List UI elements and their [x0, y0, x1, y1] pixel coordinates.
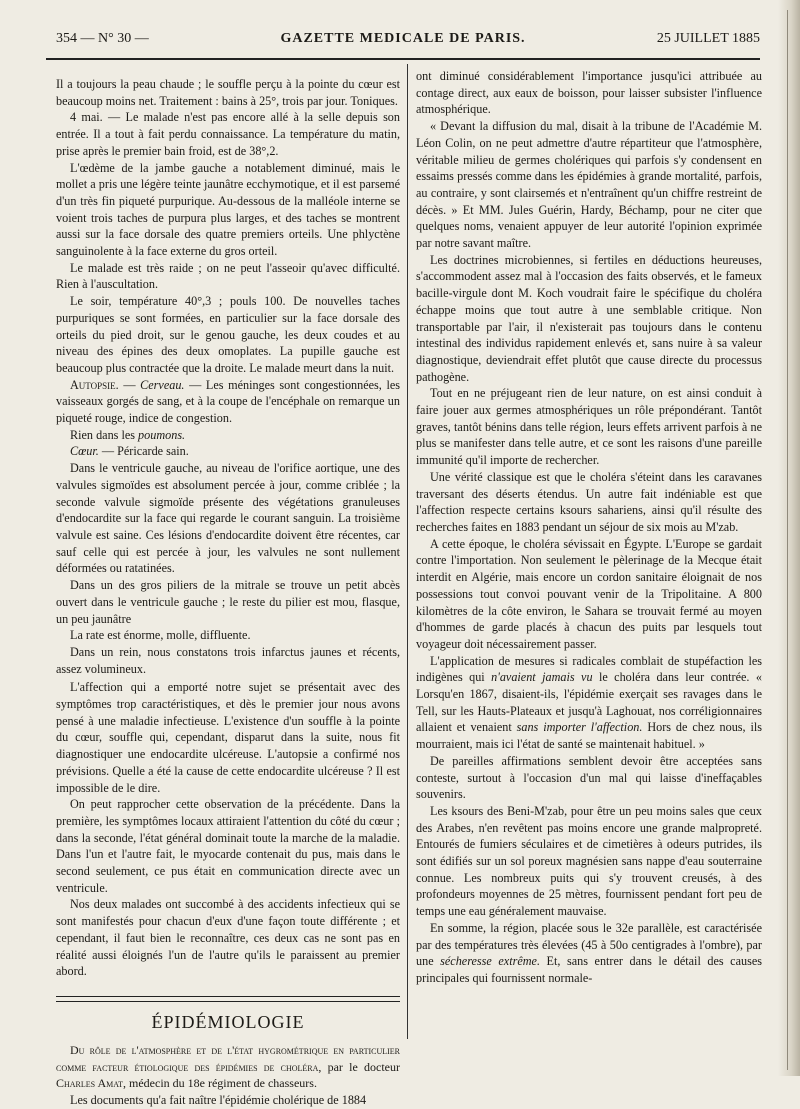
page-edge [778, 0, 800, 1076]
left-column [56, 76, 400, 1109]
paragraph: A cette époque, le choléra sévissait en Égypte. L'Europe se gardait contre l'importation. Non seulement le pèlerinage de la Mecque était interdit en Algérie, mais encore un cordon sanitaire éloignait de nos possessions tout convoi pouvant venir de la Tripolitaine. A 800 kilomètres de la côte environ, le Sahara se trouvait fermé au moyen d'hommes de garde placés à chacun des puits par lesquels tout voyageur doit nécessairement passer. [416, 536, 762, 651]
emphasis-text: sans importer l'affection. [516, 720, 643, 735]
page-edge-line [787, 10, 788, 1070]
subtitle-lead: Du [70, 1042, 85, 1057]
paragraph: La rate est énorme, molle, diffluente. [70, 628, 251, 643]
header-rule [46, 58, 760, 60]
coeur-label: Cœur. [70, 444, 99, 459]
paragraph [56, 443, 400, 460]
paragraph-text: En somme, la région, placée sous le 32e parallèle, est caractérisée par des températures très élevées (45 à 50o centigrades à l'ombre), par une [416, 920, 762, 969]
paragraph [416, 653, 762, 753]
column-rule [407, 64, 408, 1039]
paragraph-text: — Les méninges sont congestionnées, les vaisseaux gorgés de sang, et à la coupe de l'encéphale on remarque un piqueté rouge, indice de congestion. [56, 377, 401, 426]
cerveau-label: Cerveau. [140, 377, 185, 392]
page-header [46, 31, 760, 53]
paragraph: Il a toujours la peau chaude ; le souffle perçu à la pointe du cœur est beaucoup moins net. Traitement : bains à 25°, trois par jour. Toniques. [56, 77, 400, 108]
author-name: Charles Amat [56, 1076, 124, 1091]
paragraph: 4 mai. — Le malade n'est pas encore allé à la selle depuis son entrée. Il a tout à fait perdu connaissance. La température du matin, prise après le premier bain froid, est de 38°,2. [56, 110, 400, 158]
paragraph-text: Hors de chez nous, ils mourraient, mais ici l'état de santé se maintenait habituel. » [416, 720, 763, 752]
paragraph: Dans un des gros piliers de la mitrale se trouve un petit abcès ouvert dans le ventricule gauche ; le reste du pilier est mou, flasque, un peu jaunâtre [56, 578, 400, 626]
paragraph: ont diminué considérablement l'importance jusqu'ici attribuée au contage direct, aux eaux de boisson, pour laisser subsister l'influence atmosphérique. [416, 69, 762, 117]
paragraph-text: Rien dans les [70, 427, 139, 442]
poumons-text: poumons. [138, 427, 186, 442]
paragraph: On peut rapprocher cette observation de la précédente. Dans la première, les symptômes locaux attiraient l'attention du côté du cœur ; dans la seconde, l'état général dominait toute la marche de la maladie. Dans l'un et l'autre fait, le myocarde contenait du pus, mais dans le second seulement, ce pus était en communication directe avec un ventricule. [56, 797, 400, 895]
emphasis-text: n'avaient jamais vu [491, 670, 593, 685]
paragraph: L'œdème de la jambe gauche a notablement diminué, mais le mollet a pris une légère teinte jaunâtre ecchymotique, et il est parsemé d'un très fin piqueté purpurique. Au-dessous de la malléole interne se voient trois taches de purpura plus larges, et des taches se montrent aussi sur la face dorsale des quatre premiers orteils. Une phlyctène sanguinolente à la face externe du gros orteil. [56, 160, 400, 259]
paragraph: Les doctrines microbiennes, si fertiles en déductions heureuses, s'accommodent assez mal à l'occasion des faits observés, et le fameux bacille-virgule dont M. Koch voudrait faire le spécifique du choléra échappe moins que tout autre à une semblable critique. Non transportable par l'air, il n'existerait pas toujours dans le contenu intestinal des individus rapidement enlevés et, sans nuire à sa valeur diagnostique, deviendrait effet plutôt que cause directe du processus pathogène. [416, 252, 762, 384]
autopsie-label: Autopsie. [70, 377, 119, 392]
subtitle-text: rôle de l'atmosphère et de l'état hygrométrique en particulier comme facteur étiologique des épidémies de choléra, [56, 1042, 400, 1074]
journal-title: GAZETTE MEDICALE DE PARIS. [280, 31, 526, 46]
paragraph: Nos deux malades ont succombé à des accidents infectieux qui se sont manifestés pour chacun d'eux d'une façon toute différente ; et cependant, il faut bien le reconnaître, ces deux cas ne sont pas en réalité aussi éloignés l'un de l'autre qu'ils le paraissent au premier abord. [56, 897, 400, 979]
paragraph [416, 920, 762, 987]
paragraph: Le malade est très raide ; on ne peut l'asseoir qu'avec difficulté. Rien à l'auscultation. [56, 260, 400, 292]
paragraph-text: L'application de mesures si radicales comblait de stupéfaction les indigènes qui [416, 653, 762, 685]
paragraph-text: le choléra dans leur contrée. « Lorsqu'en 1867, disaient-ils, l'épidémie exerçait ses ravages dans le Tell, sur les Hauts-Plateaux et jusqu'à Laghouat, nos corréligionnaires allaient et venaient [416, 670, 762, 735]
page-number: 354 — N° 30 — [56, 31, 149, 46]
section-title: ÉPIDÉMIOLOGIE [151, 1011, 305, 1032]
issue-date: 25 JUILLET 1885 [656, 31, 760, 46]
paragraph: Les documents qu'a fait naître l'épidémie cholérique de 1884 [70, 1093, 367, 1108]
subtitle-mid: par le docteur [321, 1059, 400, 1074]
paragraph: « Devant la diffusion du mal, disait à la tribune de l'Académie M. Léon Colin, on ne peut admettre d'autre répartiteur que l'atmosphère, véritable milieu de germes cholériques qui parfois s'y condensent en essaims pressés comme dans les épidémies à grande mortalité, parfois, au contraire, y sont clairsemés et n'entraînent qu'un chiffre restreint de décès. » Et MM. Jules Guérin, Hardy, Béchamp, pour ne citer que quelques noms, venaient appuyer de leur autorité l'opinion exprimée par notre savant maître. [416, 119, 762, 251]
paragraph: Une vérité classique est que le choléra s'éteint dans les caravanes traversant des déserts étendus. Un autre fait indéniable est que l'affection respecte certains ksours sahariens, ainsi qu'il résulte des recherches faites en 1883 pendant un séjour de six mois au M'zab. [416, 469, 762, 534]
section-divider [56, 996, 400, 1002]
paragraph-text: Et, sans entrer dans le détail des causes principales qui fournissent normale- [416, 954, 762, 985]
paragraph-autopsie: Autopsie. — Cerveau. — Les méninges sont congestionnées, les vaisseaux gorgés de sang, et à la coupe de l'encéphale on remarque un piqueté rouge, indice de congestion. [56, 377, 401, 426]
paragraph-text: — Péricarde sain. [98, 444, 189, 459]
article-subtitle [56, 1042, 400, 1092]
subtitle-end: , médecin du 18e régiment de chasseurs. [123, 1076, 317, 1091]
paragraph: Le soir, température 40°,3 ; pouls 100. De nouvelles taches purpuriques se sont formées, en particulier sur la face dorsale des orteils du pied droit, sur le genou gauche, les deux coudes et au niveau des épines des deux omoplates. La pupille gauche est beaucoup plus contractée que la droite. Le malade meurt dans la nuit. [56, 294, 400, 375]
right-column [416, 68, 762, 987]
paragraph: De pareilles affirmations semblent devoir être acceptées sans conteste, surtout à l'occasion d'un mal qui laisse d'ineffaçables souvenirs. [416, 753, 762, 802]
paragraph: Les ksours des Beni-M'zab, pour être un peu moins sales que ceux des Arabes, n'en revêtent pas moins encore une grande malpropreté. Entourés de fumiers séculaires et de cimetières à odeurs putrides, ils sont édifiés sur un sol poreux magnésien sans nappe d'eau souterraine connue. Les nombreux puits qui s'y trouvent creusés, à des profondeurs moyennes de 25 mètres, fournissent pendant fort peu de temps une eau généralement mauvaise. [416, 803, 762, 919]
paragraph: Tout en ne préjugeant rien de leur nature, on est ainsi conduit à faire jouer aux germes atmosphériques un rôle prépondérant. Tantôt graves, tantôt bénins dans telle région, leurs effets arrivent parfois à ne plus se manifester dans telle autre, et ce sont les raisons d'une pareille immunité qu'il importe de rechercher. [416, 386, 762, 468]
paragraph: Dans un rein, nous constatons trois infarctus jaunes et récents, assez volumineux. [56, 644, 400, 676]
paragraph: L'affection qui a emporté notre sujet se présentait avec des symptômes trop caractéristiques, et dès le premier jour nous avons pensé à une maladie infectieuse. L'existence d'un souffle à la pointe du cœur, souffle qui, cependant, disparut dans la suite, nous fit diagnostiquer une endocardite ulcéreuse. L'autopsie a confirmé nos prévisions. Quelle a été la cause de cette endocardite ulcéreuse ? Il est impossible de le dire. [56, 680, 400, 795]
emphasis-text: sécheresse extrême. [440, 954, 540, 969]
paragraph: Dans le ventricule gauche, au niveau de l'orifice aortique, une des valvules sigmoïdes est absolument percée à jour, comme criblée ; la seconde valvule sigmoïde présente des végétations granuleuses d'endocardite sur la face qui regarde le courant sanguin. La troisième valvule est saine. Ces lésions d'endocardite doivent être récentes, car sauf celle qui est percée à jour, les valvules ne sont nullement déformées ou ratatinées. [56, 461, 400, 576]
paragraph [56, 427, 400, 444]
